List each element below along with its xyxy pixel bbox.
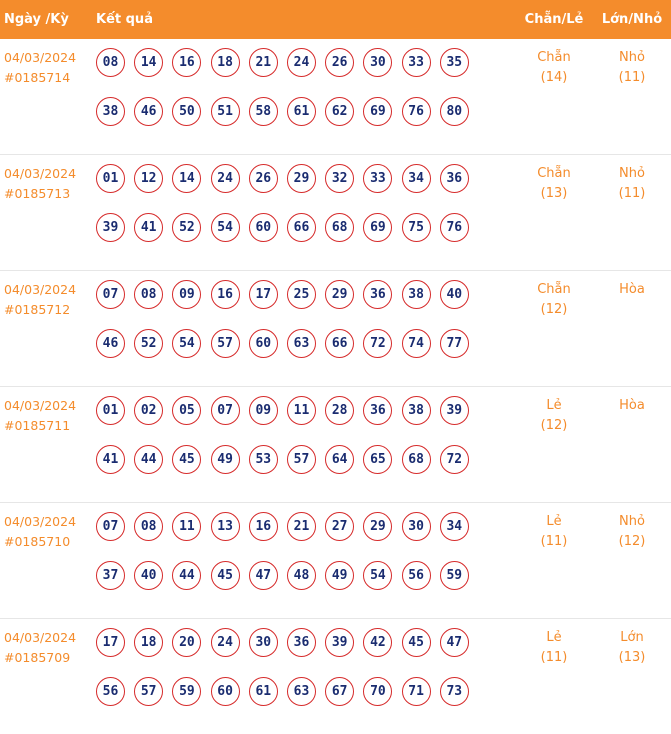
- number-ball: 46: [134, 97, 163, 126]
- number-ball: 16: [172, 48, 201, 77]
- big-small-result: Hòa: [619, 398, 645, 413]
- even-odd-result: Lẻ: [546, 398, 562, 413]
- draw-row: [0, 155, 671, 271]
- number-ball: 63: [287, 329, 316, 358]
- even-odd-count: (13): [540, 186, 568, 201]
- number-ball: 77: [440, 329, 469, 358]
- number-ball: 16: [211, 280, 240, 309]
- number-ball: 54: [363, 561, 392, 590]
- number-ball: 14: [134, 48, 163, 77]
- draw-row: [0, 39, 671, 155]
- number-ball: 69: [363, 213, 392, 242]
- number-ball: 38: [96, 97, 125, 126]
- number-ball: 57: [134, 677, 163, 706]
- big-small-result: Nhỏ: [619, 50, 645, 65]
- number-ball: 11: [172, 512, 201, 541]
- number-ball: 24: [211, 628, 240, 657]
- header-results: Kết quả: [96, 12, 153, 27]
- number-ball: 72: [440, 445, 469, 474]
- big-small-result: Lớn: [620, 630, 644, 645]
- number-ball: 05: [172, 396, 201, 425]
- number-ball: 08: [134, 512, 163, 541]
- number-ball: 53: [249, 445, 278, 474]
- number-ball: 09: [249, 396, 278, 425]
- draw-date: 04/03/2024: [4, 50, 77, 65]
- number-ball: 17: [96, 628, 125, 657]
- number-ball: 42: [363, 628, 392, 657]
- number-ball: 30: [402, 512, 431, 541]
- number-ball: 69: [363, 97, 392, 126]
- number-ball: 29: [287, 164, 316, 193]
- number-ball: 21: [249, 48, 278, 77]
- number-ball: 29: [325, 280, 354, 309]
- number-ball: 68: [325, 213, 354, 242]
- draw-period-id: #0185713: [4, 186, 71, 201]
- draw-date: 04/03/2024: [4, 398, 77, 413]
- number-ball: 01: [96, 396, 125, 425]
- number-ball: 44: [134, 445, 163, 474]
- number-ball: 40: [134, 561, 163, 590]
- big-small-result: Nhỏ: [619, 166, 645, 181]
- number-ball: 74: [402, 329, 431, 358]
- number-ball: 49: [325, 561, 354, 590]
- number-ball: 39: [325, 628, 354, 657]
- number-ball: 38: [402, 396, 431, 425]
- draw-period-id: #0185709: [4, 650, 71, 665]
- number-ball: 26: [249, 164, 278, 193]
- number-ball: 61: [287, 97, 316, 126]
- results-table-header: [0, 0, 671, 39]
- even-odd-result: Lẻ: [546, 514, 562, 529]
- number-ball: 56: [402, 561, 431, 590]
- big-small-count: (13): [618, 650, 646, 665]
- number-ball: 35: [440, 48, 469, 77]
- number-ball: 33: [363, 164, 392, 193]
- big-small-count: (12): [618, 534, 646, 549]
- number-ball: 16: [249, 512, 278, 541]
- even-odd-count: (11): [540, 534, 568, 549]
- number-ball: 45: [172, 445, 201, 474]
- number-ball: 60: [249, 329, 278, 358]
- draw-period-id: #0185714: [4, 70, 71, 85]
- header-big-small: Lớn/Nhỏ: [601, 12, 663, 27]
- number-ball: 26: [325, 48, 354, 77]
- number-ball: 34: [440, 512, 469, 541]
- number-ball: 73: [440, 677, 469, 706]
- number-ball: 24: [287, 48, 316, 77]
- number-ball: 07: [96, 512, 125, 541]
- number-ball: 67: [325, 677, 354, 706]
- number-ball: 18: [211, 48, 240, 77]
- number-ball: 54: [211, 213, 240, 242]
- number-ball: 72: [363, 329, 392, 358]
- number-ball: 28: [325, 396, 354, 425]
- number-ball: 20: [172, 628, 201, 657]
- even-odd-result: Chẵn: [537, 282, 571, 297]
- number-ball: 47: [249, 561, 278, 590]
- number-ball: 52: [134, 329, 163, 358]
- number-ball: 12: [134, 164, 163, 193]
- number-ball: 80: [440, 97, 469, 126]
- even-odd-result: Chẵn: [537, 166, 571, 181]
- number-ball: 07: [96, 280, 125, 309]
- number-ball: 29: [363, 512, 392, 541]
- number-ball: 45: [211, 561, 240, 590]
- number-ball: 59: [440, 561, 469, 590]
- number-ball: 11: [287, 396, 316, 425]
- number-ball: 33: [402, 48, 431, 77]
- draw-row: [0, 387, 671, 503]
- big-small-result: Nhỏ: [619, 514, 645, 529]
- header-date-period: Ngày /Kỳ: [4, 12, 69, 27]
- number-ball: 51: [211, 97, 240, 126]
- number-ball: 57: [287, 445, 316, 474]
- number-ball: 27: [325, 512, 354, 541]
- even-odd-count: (14): [540, 70, 568, 85]
- number-ball: 54: [172, 329, 201, 358]
- number-ball: 18: [134, 628, 163, 657]
- even-odd-count: (12): [540, 418, 568, 433]
- number-ball: 01: [96, 164, 125, 193]
- number-ball: 41: [134, 213, 163, 242]
- draw-period-id: #0185710: [4, 534, 71, 549]
- number-ball: 36: [363, 396, 392, 425]
- even-odd-count: (12): [540, 302, 568, 317]
- draw-row: [0, 503, 671, 619]
- number-ball: 14: [172, 164, 201, 193]
- draw-date: 04/03/2024: [4, 514, 77, 529]
- number-ball: 45: [402, 628, 431, 657]
- number-ball: 39: [96, 213, 125, 242]
- number-ball: 50: [172, 97, 201, 126]
- draw-period-id: #0185711: [4, 418, 71, 433]
- number-ball: 56: [96, 677, 125, 706]
- number-ball: 62: [325, 97, 354, 126]
- number-ball: 58: [249, 97, 278, 126]
- number-ball: 32: [325, 164, 354, 193]
- number-ball: 47: [440, 628, 469, 657]
- number-ball: 08: [96, 48, 125, 77]
- number-ball: 46: [96, 329, 125, 358]
- big-small-result: Hòa: [619, 282, 645, 297]
- number-ball: 24: [211, 164, 240, 193]
- big-small-count: (11): [618, 70, 646, 85]
- results-table-body: [0, 39, 671, 734]
- number-ball: 76: [440, 213, 469, 242]
- number-ball: 71: [402, 677, 431, 706]
- number-ball: 60: [211, 677, 240, 706]
- number-ball: 13: [211, 512, 240, 541]
- number-ball: 75: [402, 213, 431, 242]
- number-ball: 66: [325, 329, 354, 358]
- number-ball: 60: [249, 213, 278, 242]
- header-even-odd: Chẵn/Lẻ: [524, 12, 584, 27]
- number-ball: 49: [211, 445, 240, 474]
- even-odd-result: Lẻ: [546, 630, 562, 645]
- number-ball: 57: [211, 329, 240, 358]
- number-ball: 39: [440, 396, 469, 425]
- number-ball: 38: [402, 280, 431, 309]
- number-ball: 64: [325, 445, 354, 474]
- number-ball: 59: [172, 677, 201, 706]
- number-ball: 36: [363, 280, 392, 309]
- draw-row: [0, 619, 671, 734]
- number-ball: 48: [287, 561, 316, 590]
- even-odd-count: (11): [540, 650, 568, 665]
- number-ball: 44: [172, 561, 201, 590]
- number-ball: 76: [402, 97, 431, 126]
- number-ball: 30: [363, 48, 392, 77]
- draw-date: 04/03/2024: [4, 166, 77, 181]
- number-ball: 68: [402, 445, 431, 474]
- number-ball: 36: [287, 628, 316, 657]
- number-ball: 17: [249, 280, 278, 309]
- number-ball: 02: [134, 396, 163, 425]
- number-ball: 09: [172, 280, 201, 309]
- number-ball: 36: [440, 164, 469, 193]
- number-ball: 65: [363, 445, 392, 474]
- number-ball: 52: [172, 213, 201, 242]
- draw-date: 04/03/2024: [4, 282, 77, 297]
- even-odd-result: Chẵn: [537, 50, 571, 65]
- number-ball: 30: [249, 628, 278, 657]
- draw-row: [0, 271, 671, 387]
- number-ball: 08: [134, 280, 163, 309]
- number-ball: 07: [211, 396, 240, 425]
- number-ball: 40: [440, 280, 469, 309]
- number-ball: 66: [287, 213, 316, 242]
- number-ball: 70: [363, 677, 392, 706]
- draw-date: 04/03/2024: [4, 630, 77, 645]
- number-ball: 63: [287, 677, 316, 706]
- number-ball: 61: [249, 677, 278, 706]
- draw-period-id: #0185712: [4, 302, 71, 317]
- number-ball: 37: [96, 561, 125, 590]
- number-ball: 21: [287, 512, 316, 541]
- number-ball: 34: [402, 164, 431, 193]
- big-small-count: (11): [618, 186, 646, 201]
- number-ball: 41: [96, 445, 125, 474]
- number-ball: 25: [287, 280, 316, 309]
